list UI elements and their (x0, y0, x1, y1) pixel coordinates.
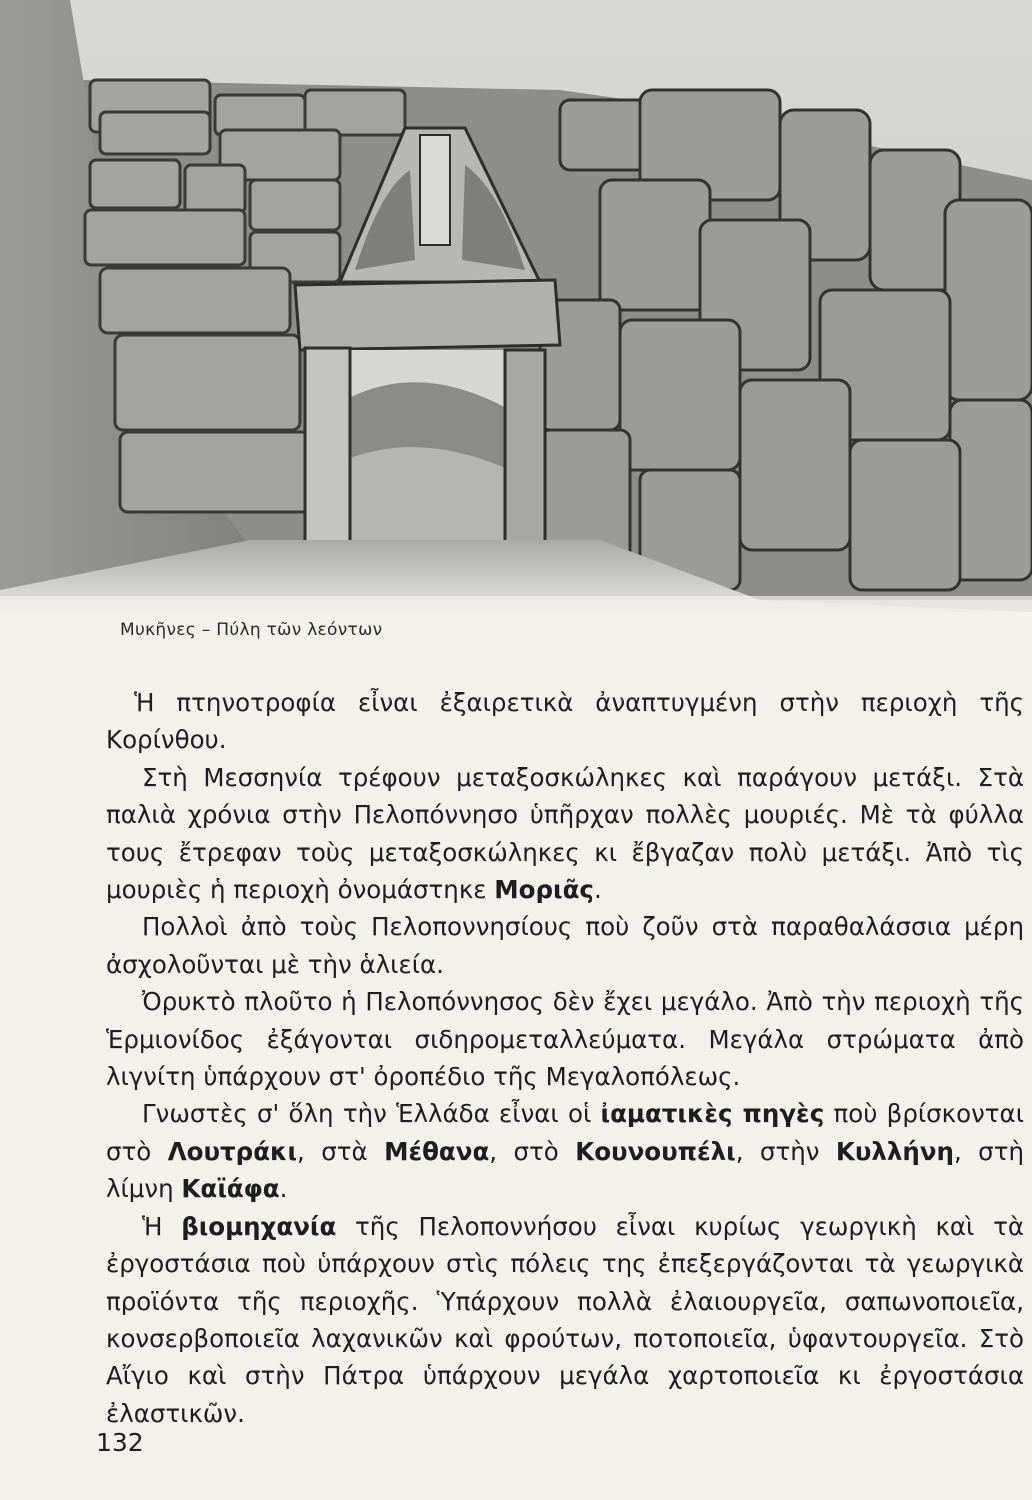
page-number: 132 (96, 1428, 144, 1457)
paragraph (106, 1095, 1024, 1207)
bold-term: Κυλλήνη (835, 1136, 954, 1166)
figure-caption: Μυκῆνες – Πύλη τῶν λεόντων (120, 620, 383, 640)
text-run: Στὴ Μεσσηνία τρέφουν μεταξοσκώληκες καὶ παράγουν μετάξι. Στὰ παλιὰ χρόνια στὴν Πελοπόννησο ὑπῆρχαν πολλὲς μουριές. Μὲ τὰ φύλλα τους ἔτρεφαν τοὺς μεταξοσκώληκες κι ἔβγαζαν πολὺ μετάξι. Ἀπὸ τὶς μουριὲς ἡ περιοχὴ ὀνομάστηκε (106, 762, 1024, 905)
text-run: Ὀρυκτὸ πλοῦτο ἡ Πελοπόννησος δὲν ἔχει μεγάλο. Ἀπὸ τὴν περιοχὴ τῆς Ἑρμιονίδος ἐξάγονται σιδηρομεταλλεύματα. Μεγάλα στρώματα ἀπὸ λιγνίτη ὑπάρχουν στ' ὀροπέδιο τῆς Μεγαλοπόλεως. (106, 987, 1024, 1092)
text-run: Πολλοὶ ἀπὸ τοὺς Πελοποννησίους ποὺ ζοῦν στὰ παραθαλάσσια μέρη ἀσχολοῦνται μὲ τὴν ἁλιεία. (106, 912, 1024, 979)
bold-term: Καϊάφα (181, 1174, 280, 1204)
text-run: , στὰ (297, 1136, 385, 1166)
body-text (106, 684, 1024, 1432)
text-run: Γνωστὲς σ' ὅλη τὴν Ἑλλάδα εἶναι οἱ (142, 1099, 601, 1129)
paragraph (106, 983, 1024, 1095)
text-run: τῆς Πελοποννήσου εἶναι κυρίως γεωργικὴ καὶ τὰ ἐργοστάσια ποὺ ὑπάρχουν στὶς πόλεις της ἐπεξεργάζονται τὰ γεωργικὰ προϊόντα τῆς περιοχῆς. Ὑπάρχουν πολλὰ ἐλαιουργεῖα, σαπωνοποιεῖα, κονσερβοποιεῖα λαχανικῶν καὶ φρούτων, ποτοποιεῖα, ὑφαντουργεῖα. Στὸ Αἴγιο καὶ στὴν Πάτρα ὑπάρχουν μεγάλα χαρτοποιεῖα κι ἐργοστάσια ἐλαστικῶν. (106, 1211, 1024, 1428)
bold-term: Κουνουπέλι (575, 1136, 736, 1166)
text-run: Ἡ πτηνοτροφία εἶναι ἐξαιρετικὰ ἀναπτυγμένη στὴν περιοχὴ τῆς Κορίνθου. (106, 688, 1024, 755)
text-run: , στὴ λίμνη (106, 1136, 1024, 1204)
text-run: , στὸ (489, 1136, 576, 1166)
text-run: , στὴν (735, 1136, 836, 1166)
paragraph (106, 684, 1024, 759)
paragraph (106, 759, 1024, 909)
bold-term: Μέθανα (384, 1136, 490, 1166)
text-run: ποὺ βρίσκονται στὸ (106, 1099, 1024, 1166)
text-run: . (279, 1174, 288, 1204)
text-run: . (593, 875, 602, 905)
bold-term: Μοριᾶς (494, 875, 594, 905)
text-run: Ἡ (142, 1211, 182, 1241)
bold-term: ἰαματικὲς πηγὲς (600, 1099, 825, 1129)
paragraph (106, 908, 1024, 983)
lion-gate-photo (0, 0, 1032, 612)
bold-term: Λουτράκι (167, 1136, 297, 1166)
paragraph (106, 1208, 1024, 1432)
bold-term: βιομηχανία (181, 1211, 337, 1241)
